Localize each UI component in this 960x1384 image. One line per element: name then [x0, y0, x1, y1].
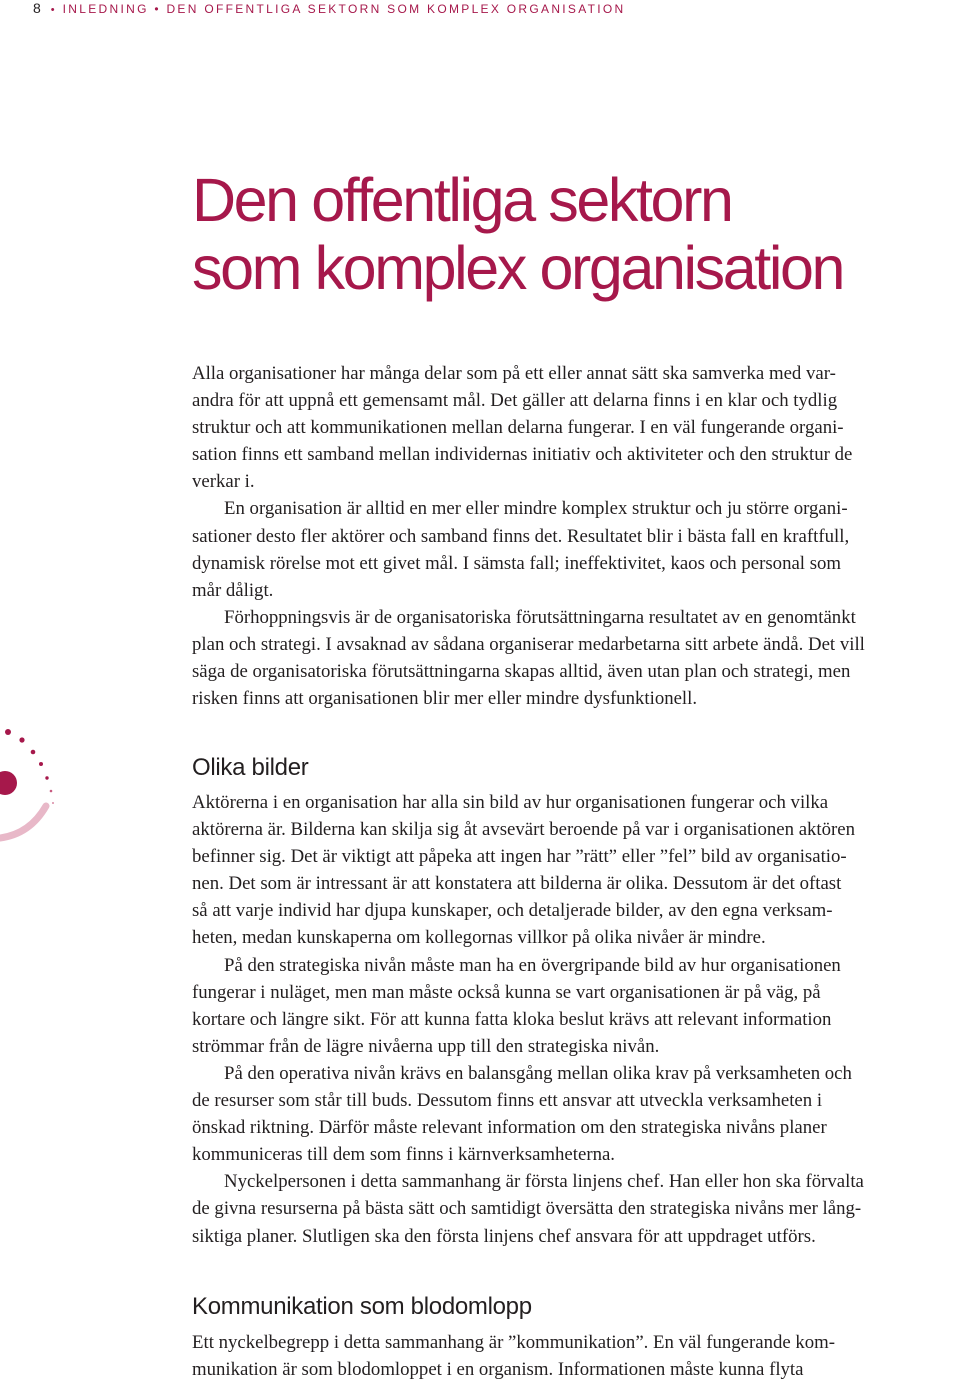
text-line: mår dåligt. — [192, 579, 274, 601]
text-line: risken finns att organisationen blir mer eller mindre dysfunktionell. — [192, 688, 698, 710]
text-line: Alla organisationer har många delar som på ett eller annat sätt ska samverka med var- — [192, 363, 836, 384]
paragraph — [192, 495, 960, 603]
decor-dot — [50, 790, 53, 793]
text-line: heten, medan kunskaperna om kollegornas villkor på olika nivåer är mindre. — [192, 927, 766, 949]
text-line: plan och strategi. I avsaknad av sådana organiserar medarbetarna sitt arbete ändå. Det vill — [192, 633, 865, 655]
section-heading-kommunikation: Kommunikation som blodomlopp — [192, 1293, 532, 1320]
section-olika-bilder-text — [192, 789, 960, 1250]
text-line: kortare och längre sikt. För att kunna fatta kloka beslut krävs att relevant information — [192, 1008, 832, 1030]
text-line: aktörerna är. Bilderna kan skilja sig åt avsevärt beroende på var i organisationen aktören — [192, 819, 856, 841]
text-line: fungerar i nuläget, men man måste också kunna se vart organisationen är på väg, på — [192, 981, 821, 1003]
text-line: På den strategiska nivån måste man ha en övergripande bild av hur organisationen — [224, 954, 841, 976]
text-line: dynamisk rörelse mot ett givet mål. I sämsta fall; ineffektivitet, kaos och personal som — [192, 552, 842, 574]
text-line: Nyckelpersonen i detta sammanhang är första linjens chef. Han eller hon ska förvalta — [224, 1171, 864, 1193]
section-kommunikation-text — [192, 1329, 960, 1383]
running-head — [33, 0, 626, 17]
paragraph — [192, 604, 960, 712]
decor-large-dot — [0, 771, 17, 795]
text-line: En organisation är alltid en mer eller mindre komplex struktur och ju större organi- — [224, 498, 848, 520]
chapter-title — [192, 166, 843, 302]
text-line: På den operativa nivån krävs en balansgång mellan olika krav på verksamheten och — [224, 1062, 852, 1084]
chapter-title-line: Den offentliga sektorn — [192, 166, 732, 234]
text-line: de resurser som står till buds. Dessutom finns ett ansvar att utveckla verksamheten i — [192, 1090, 823, 1112]
text-line: Förhoppningsvis är de organisatoriska förutsättningarna resultatet av en genomtänkt — [224, 606, 856, 628]
decor-dot — [5, 729, 11, 735]
text-line: säga de organisatoriska förutsättningarna skapas alltid, även utan plan och strategi, men — [192, 661, 851, 683]
section-heading-olika-bilder: Olika bilder — [192, 754, 309, 781]
text-line: struktur och att kommunikationen mellan delarna fungerar. I en väl fungerande organi- — [192, 417, 844, 439]
page-number: 8 — [33, 0, 41, 16]
decor-dot — [39, 762, 43, 766]
chapter-title-line: som komplex organisation — [192, 234, 844, 302]
text-line: nen. Det som är intressant är att konstatera att bilderna är olika. Dessutom är det oftast — [192, 873, 842, 895]
text-line: befinner sig. Det är viktigt att påpeka att ingen har ”rätt” eller ”fel” bild av organisatio- — [192, 846, 847, 868]
text-line: Aktörerna i en organisation har alla sin bild av hur organisationen fungerar och vilka — [192, 792, 829, 813]
decor-arc — [0, 806, 46, 838]
decor-dot — [31, 750, 36, 755]
decor-dot — [52, 802, 54, 804]
paragraph — [192, 1060, 960, 1168]
text-line: munikation är som blodomloppet i en organism. Informationen måste kunna flyta — [192, 1359, 804, 1381]
decor-dot — [45, 776, 48, 779]
text-line: kommuniceras till dem som finns i kärnverksamheterna. — [192, 1144, 615, 1166]
text-line: önskad riktning. Därför måste relevant information om den strategiska nivåns planer — [192, 1117, 827, 1139]
paragraph — [192, 789, 960, 952]
text-line: verkar i. — [192, 471, 255, 493]
text-line: Ett nyckelbegrepp i detta sammanhang är ”kommunikation”. En väl fungerande kom- — [192, 1332, 836, 1353]
decor-dot — [19, 737, 24, 742]
paragraph — [192, 360, 960, 495]
paragraph — [192, 952, 960, 1060]
text-line: siktiga planer. Slutligen ska den första linjens chef ansvara för att uppdraget utförs. — [192, 1225, 816, 1247]
text-line: de givna resurserna på bästa sätt och samtidigt översätta den strategiska nivåns mer lång- — [192, 1198, 862, 1220]
text-line: andra för att uppnå ett gemensamt mål. Det gäller att delarna finns i en klar och tydlig — [192, 390, 838, 412]
text-line: sationer desto fler aktörer och samband finns det. Resultatet blir i bästa fall en kraftfull, — [192, 525, 850, 547]
text-line: sation finns ett samband mellan individernas initiativ och aktiviteter och den struktur de — [192, 444, 853, 466]
decorative-dot-arc-icon — [0, 710, 70, 850]
text-line: strömmar från de lägre nivåerna upp till den strategiska nivån. — [192, 1035, 660, 1057]
running-head-bullet: • — [50, 4, 55, 16]
text-line: så att varje individ har djupa kunskaper, och detaljerade bilder, av den egna verksam- — [192, 900, 833, 922]
running-head-text: INLEDNING • DEN OFFENTLIGA SEKTORN SOM KOMPLEX ORGANISATION — [62, 2, 626, 16]
intro-text — [192, 360, 960, 712]
paragraph — [192, 1168, 960, 1249]
paragraph — [192, 1329, 960, 1383]
